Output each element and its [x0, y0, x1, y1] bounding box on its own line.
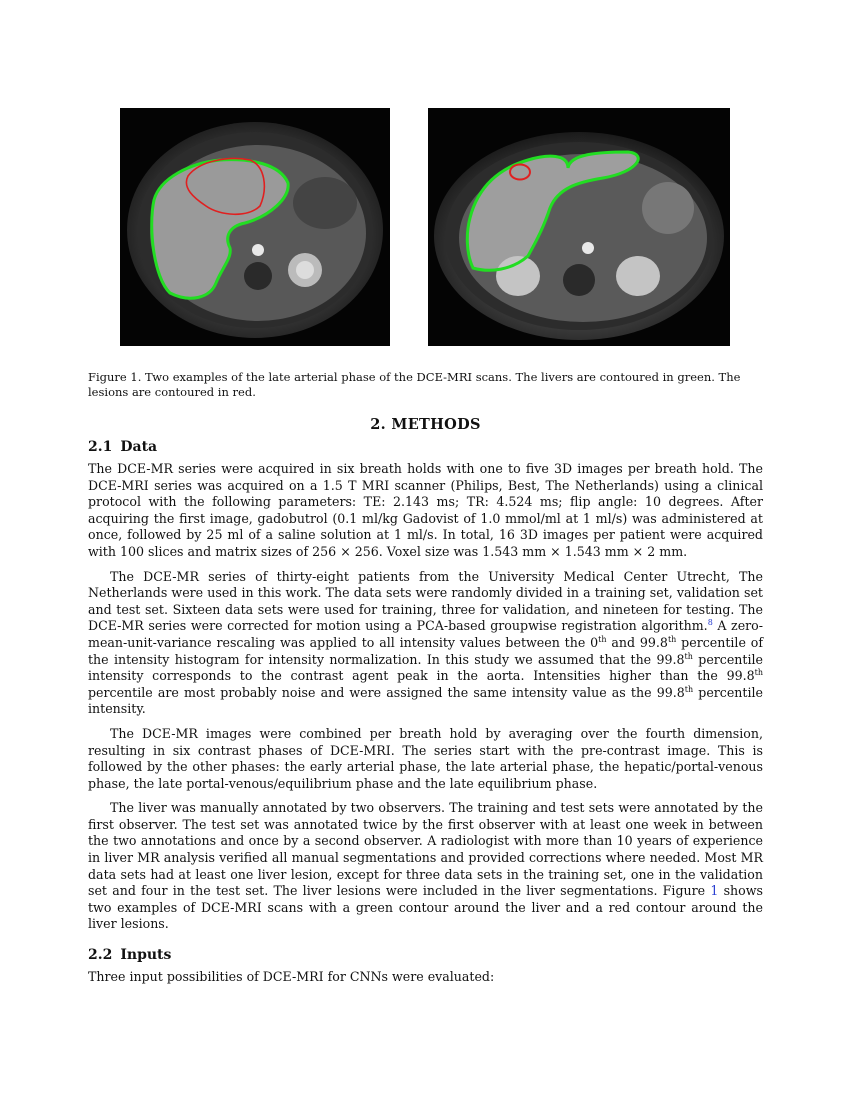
aorta [582, 242, 594, 254]
figure-link[interactable]: 1 [710, 883, 719, 899]
subsection-data-heading [88, 439, 763, 455]
spine [244, 262, 272, 290]
figure-1 [88, 100, 763, 362]
spine [563, 264, 595, 296]
data-paragraph-1: The DCE-MR series were acquired in six breath holds with one to five 3D images per breath hold. The DCE-MRI series was acquired on a 1.5 T MRI scanner (Philips, Best, The Netherlands) using a clinical protocol with the following parameters: TE: 2.143 ms; TR: 4.524 ms; flip angle: 10 degrees. After acquiring the first image, gadobutrol (0.1 ml/kg Gadovist of 1.0 mmol/ml at 1 ml/s) was administered at once, followed by 25 ml of a saline solution at 1 ml/s. In total, 16 3D images per patient were acquired with 100 slices and matrix sizes of 256 × 256. Voxel size was 1.543 mm × 1.543 mm × 2 mm. [88, 461, 763, 559]
aorta [252, 244, 264, 256]
data-paragraph-3: The DCE-MR images were combined per breath hold by averaging over the fourth dimension, resulting in six contrast phases of DCE-MRI. The series start with the pre-contrast image. This is followed by the other phases: the early arterial phase, the late arterial phase, the hepatic/portal-venous phase, the late portal-venous/equilibrium phase and the late equilibrium phase. [88, 725, 763, 791]
mri-scan-left-image [120, 108, 390, 346]
citation-link[interactable]: 8 [707, 618, 713, 628]
section-title: 2. METHODS [370, 416, 481, 433]
inputs-paragraph-1: Three input possibilities of DCE-MRI for CNNs were evaluated: [88, 969, 495, 985]
mri-scan-left [120, 108, 390, 346]
mri-scan-right [428, 108, 730, 346]
subsection-title: Data [120, 439, 158, 455]
bowel [642, 182, 694, 234]
kidney-inner [296, 261, 314, 279]
subsection-number: 2.1 [88, 439, 113, 455]
data-paragraph-2: The DCE-MR series of thirty-eight patients from the University Medical Center Utrecht, The Netherlands were used in this work. The data sets were randomly divided in a training set, validation set and test set. Sixteen data sets were used for training, three for validation, and nineteen for testing. The DCE-MR series were corrected for motion using a PCA-based groupwise registration algorithm.$^8$ A zero-mean-unit-variance rescaling was applied to all intensity values between the 0th and 99.8th percentile of the intensity histogram for intensity normalization. In this study we assumed that the 99.8th percentile intensity corresponds to the contrast agent peak in the aorta. Intensities higher than the 99.8th percentile are most probably noise and were assigned the same intensity value as the 99.8th percentile intensity. [88, 568, 763, 717]
kidney-right [616, 256, 660, 296]
paper-page [88, 100, 763, 994]
subsection-inputs-heading [88, 947, 763, 963]
subsection-title: Inputs [120, 947, 172, 964]
figure-caption: Figure 1. Two examples of the late arterial phase of the DCE-MRI scans. The livers are contoured in green. The lesions are contoured in red. [88, 370, 741, 399]
subsection-number: 2.2 [88, 947, 113, 964]
stomach [293, 177, 357, 229]
data-paragraph-4: The liver was manually annotated by two observers. The training and test sets were annotated by the first observer. The test set was annotated twice by the first observer with at least one week in between the two annotations and once by a second observer. A radiologist with more than 10 years of experience in liver MR analysis verified all manual segmentations and provided corrections where needed. Most MR data sets had at least one liver lesion, except for three data sets in the training set, one in the validation set and four in the test set. The liver lesions were included in the liver segmentations. Figure 1 shows two examples of DCE-MRI scans with a green contour around the liver and a red contour around the liver lesions. [88, 800, 763, 932]
mri-scan-right-image [428, 108, 730, 346]
